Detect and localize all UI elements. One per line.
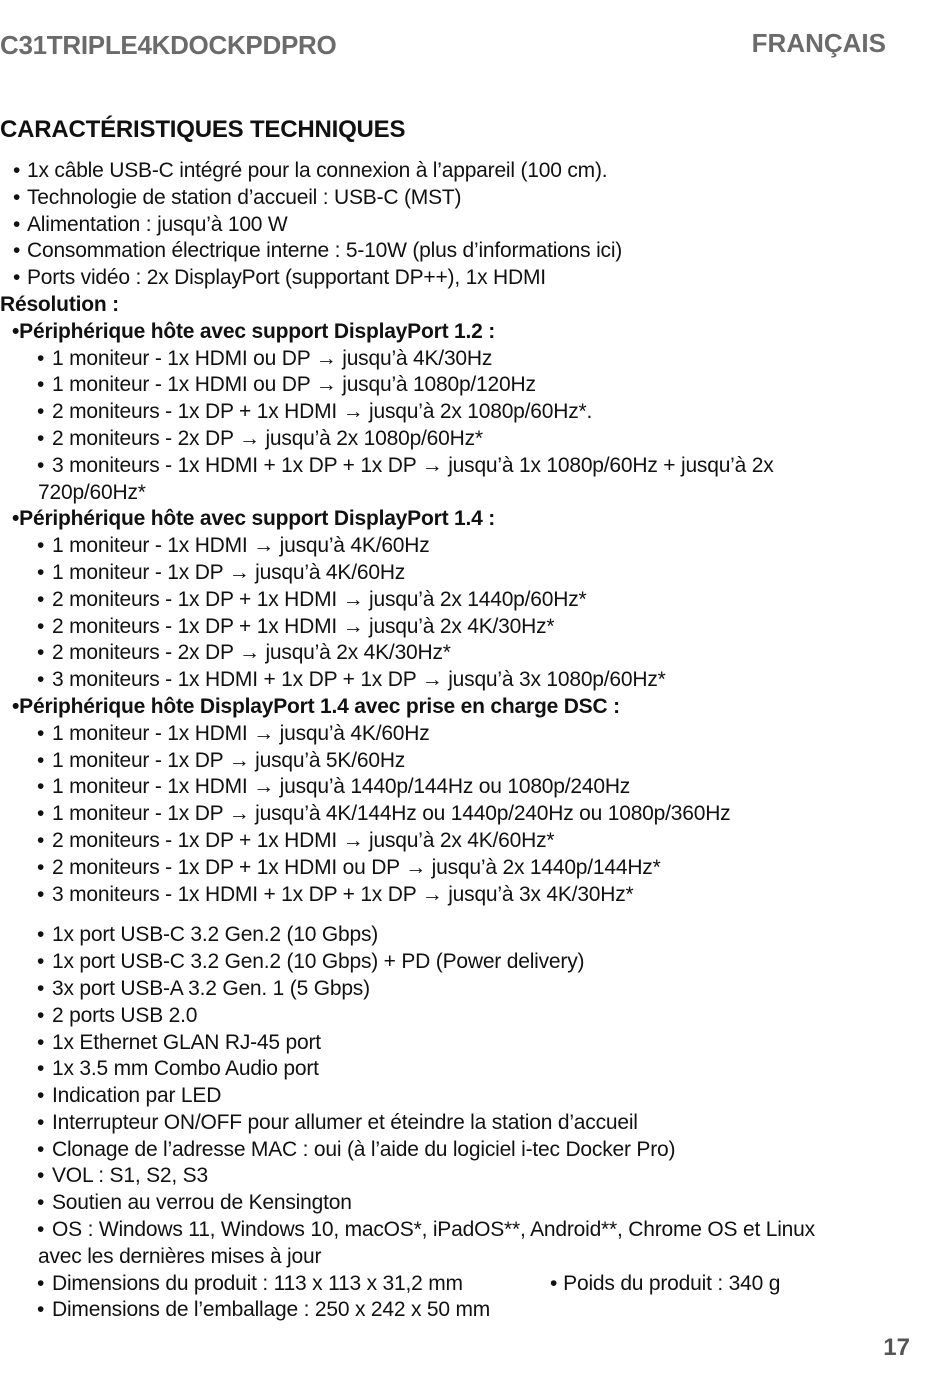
resolution-item: • 2 moniteurs - 1x DP + 1x HDMI → jusqu’à 2x 1080p/60Hz*. [0, 399, 900, 426]
resolution-item: • 1 moniteur - 1x HDMI → jusqu’à 4K/60Hz [0, 721, 900, 748]
port-item: • 1x Ethernet GLAN RJ-45 port [0, 1030, 900, 1057]
port-item: • Clonage de l’adresse MAC : oui (à l’aide du logiciel i-tec Docker Pro) [0, 1137, 900, 1164]
resolution-item: • 2 moniteurs - 2x DP → jusqu’à 2x 4K/30Hz* [0, 640, 900, 667]
spec-item: • Consommation électrique interne : 5-10W (plus d’informations ici) [0, 238, 900, 265]
resolution-item: • 2 moniteurs - 1x DP + 1x HDMI ou DP → jusqu’à 2x 1440p/144Hz* [0, 855, 900, 882]
language-label: FRANÇAIS [751, 28, 886, 58]
os-item: • OS : Windows 11, Windows 10, macOS*, iPadOS**, Android**, Chrome OS et Linux avec les dernières mises à jour [0, 1217, 900, 1271]
model-name: C31TRIPLE4KDOCKPDPRO [0, 30, 337, 60]
resolution-item: • 1 moniteur - 1x DP → jusqu’à 4K/144Hz ou 1440p/240Hz ou 1080p/360Hz [0, 801, 900, 828]
packaging-dimensions: • Dimensions de l’emballage : 250 x 242 x 50 mm [0, 1297, 900, 1324]
resolution-label: Résolution : [0, 292, 119, 316]
resolution-item: • 3 moniteurs - 1x HDMI + 1x DP + 1x DP → jusqu’à 3x 4K/30Hz* [0, 882, 900, 909]
spec-item: • 1x câble USB-C intégré pour la connexion à l’appareil (100 cm). [0, 158, 900, 185]
resolution-item: • 1 moniteur - 1x HDMI → jusqu’à 4K/60Hz [0, 533, 900, 560]
resolution-item: • 2 moniteurs - 2x DP → jusqu’à 2x 1080p/60Hz* [0, 426, 900, 453]
page-number: 17 [883, 1334, 910, 1361]
page-header [0, 30, 950, 64]
resolution-item: • 2 moniteurs - 1x DP + 1x HDMI → jusqu’à 2x 4K/30Hz* [0, 614, 900, 641]
spec-item: • Technologie de station d’accueil : USB-C (MST) [0, 185, 900, 212]
resolution-item: • 1 moniteur - 1x HDMI ou DP → jusqu’à 4K/30Hz [0, 346, 900, 373]
port-item: • Soutien au verrou de Kensington [0, 1190, 900, 1217]
port-item: • 1x port USB-C 3.2 Gen.2 (10 Gbps) + PD (Power delivery) [0, 949, 900, 976]
port-item: • Interrupteur ON/OFF pour allumer et éteindre la station d’accueil [0, 1110, 900, 1137]
port-item: • 2 ports USB 2.0 [0, 1003, 900, 1030]
spec-item: • Ports vidéo : 2x DisplayPort (supportant DP++), 1x HDMI [0, 265, 900, 292]
resolution-item: • 1 moniteur - 1x HDMI ou DP → jusqu’à 1080p/120Hz [0, 372, 900, 399]
dp14dsc-heading: •Périphérique hôte DisplayPort 1.4 avec prise en charge DSC : [12, 694, 620, 718]
resolution-item: • 1 moniteur - 1x DP → jusqu’à 5K/60Hz [0, 748, 900, 775]
product-weight: • Poids du produit : 340 g [550, 1271, 780, 1298]
port-item: • 1x 3.5 mm Combo Audio port [0, 1056, 900, 1083]
resolution-item: • 2 moniteurs - 1x DP + 1x HDMI → jusqu’à 2x 4K/60Hz* [0, 828, 900, 855]
spacer [0, 908, 900, 922]
section-title: CARACTÉRISTIQUES TECHNIQUES [0, 116, 406, 143]
resolution-item: • 1 moniteur - 1x DP → jusqu’à 4K/60Hz [0, 560, 900, 587]
dp12-heading: •Périphérique hôte avec support DisplayPort 1.2 : [12, 319, 496, 343]
port-item: • Indication par LED [0, 1083, 900, 1110]
product-dimensions: • Dimensions du produit : 113 x 113 x 31,2 mm • Poids du produit : 340 g [0, 1271, 900, 1298]
port-item: • 1x port USB-C 3.2 Gen.2 (10 Gbps) [0, 922, 900, 949]
resolution-item: • 3 moniteurs - 1x HDMI + 1x DP + 1x DP → jusqu’à 1x 1080p/60Hz + jusqu’à 2x 720p/60Hz* [0, 453, 900, 507]
resolution-item: • 1 moniteur - 1x HDMI → jusqu’à 1440p/144Hz ou 1080p/240Hz [0, 774, 900, 801]
port-item: • VOL : S1, S2, S3 [0, 1163, 900, 1190]
port-item: • 3x port USB-A 3.2 Gen. 1 (5 Gbps) [0, 976, 900, 1003]
resolution-item: • 3 moniteurs - 1x HDMI + 1x DP + 1x DP → jusqu’à 3x 1080p/60Hz* [0, 667, 900, 694]
spec-content [0, 158, 900, 1324]
spec-item: • Alimentation : jusqu’à 100 W [0, 212, 900, 239]
dp14-heading: •Périphérique hôte avec support DisplayPort 1.4 : [12, 507, 496, 531]
resolution-item: • 2 moniteurs - 1x DP + 1x HDMI → jusqu’à 2x 1440p/60Hz* [0, 587, 900, 614]
